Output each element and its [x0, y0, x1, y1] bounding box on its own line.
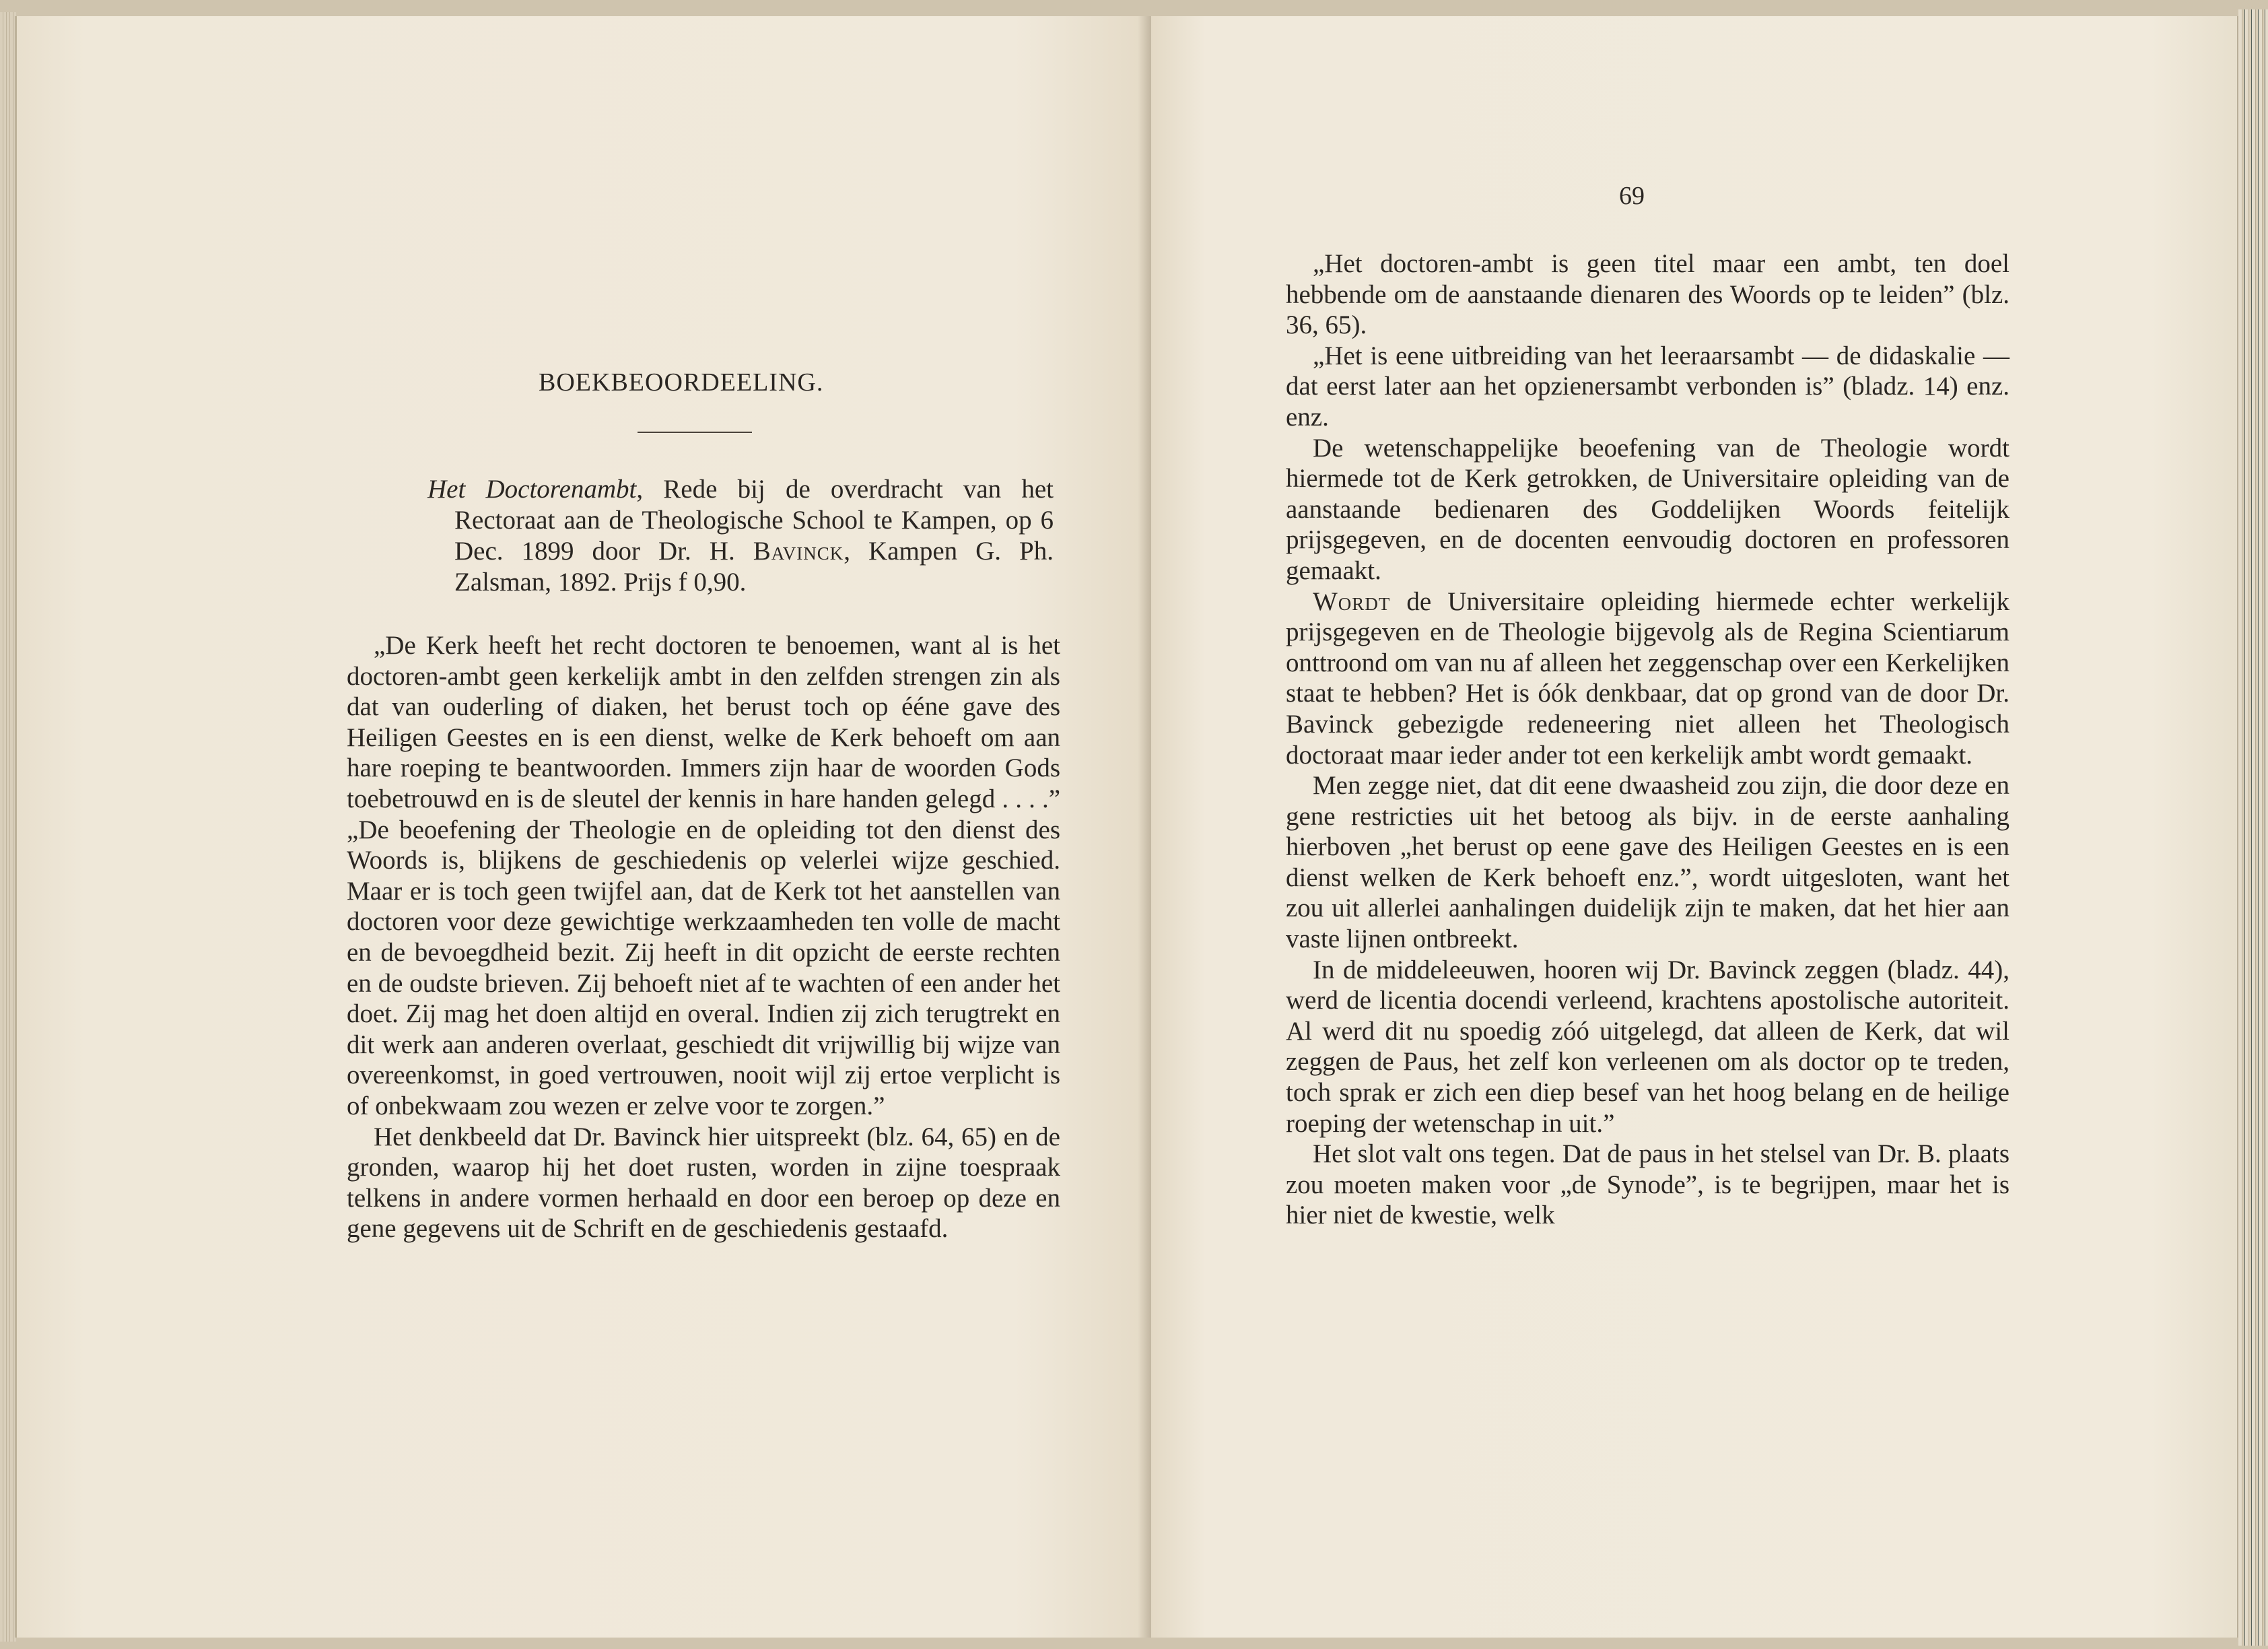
- bib-title: Het Doctorenambt: [427, 475, 637, 504]
- page-edges-left: [0, 12, 16, 1642]
- bib-text-a: , Rede bij de overdracht van het Rectoraat aan de Theologische School te Kampen, op 6 Dec. 1899 door Dr. H.: [454, 475, 1054, 566]
- left-paragraph-1: „De Kerk heeft het recht doctoren te benoemen, want al is het doctoren-ambt geen kerkelijk ambt in den zelfden strengen zin als dat van ouderling of diaken, het berust toch op ééne gave des Heiligen Geestes en is een dienst, welke de Kerk behoeft om aan hare roeping te beantwoorden. Immers zijn haar de woorden Gods toebetrouwd en is de sleutel der kennis in hare handen gelegd . . . .” „De beoefening der Theologie en de opleiding tot den dienst des Woords is, blijkens de geschiedenis op velerlei wijze geschied. Maar er is toch geen twijfel aan, dat de Kerk tot het aanstellen van doctoren voor deze gewichtige werkzaamheden ten volle de macht en de bevoegdheid bezit. Zij heeft in dit opzicht de eerste rechten en de oudste brieven. Zij behoeft niet af te wachten of een ander het doet. Zij mag het doen altijd en overal. Indien zij zich terugtrekt en dit werk aan anderen overlaat, geschiedt dit vrijwillig bij wijze van overeenkomst, in goed vertrouwen, nooit wijl zij ertoe verplicht is of onbekwaam zou wezen er zelve voor te zorgen.”: [347, 631, 1060, 1120]
- paragraph-4-text: de Universitaire opleiding hiermede echter werkelijk prijsgegeven en de Theologie bijgevolg als de Regina Scientiarum onttroond om van nu af alleen het zeggenschap over een Kerkelijken staat te hebben? Het is óók denkbaar, dat op grond van de door Dr. Bavinck gebezigde redeneering niet alleen het Theologisch doctoraat maar ieder ander tot een kerkelijk ambt wordt gemaakt.: [1286, 586, 2009, 770]
- right-paragraph-4: [1286, 586, 2009, 771]
- page-number: 69: [1619, 182, 1645, 210]
- left-page: [15, 16, 1151, 1638]
- heading-divider: [638, 432, 752, 433]
- paragraph-4-lead: Wordt: [1313, 586, 1391, 616]
- bib-author: Bavinck: [753, 537, 844, 566]
- left-body: [347, 630, 1060, 1244]
- right-paragraph-3: De wetenschappelijke beoefening van de Theologie wordt hiermede tot de Kerk getrokken, de Universitaire opleiding van de aanstaande bedienaren des Goddelijken Woords feitelijk prijsgegeven, en de docenten eenvoudig doctoren en professoren gemaakt.: [1286, 433, 2009, 585]
- right-paragraph-5: Men zegge niet, dat dit eene dwaasheid zou zijn, die door deze en gene restricties uit het betoog als bijv. in de eerste aanhaling hierboven „het berust op eene gave des Heiligen Geestes en is een dienst welken de Kerk behoeft enz.”, wordt uitgesloten, want het zou uit allerlei aanhalingen duidelijk zijn te maken, dat het hier aan vaste lijnen ontbreekt.: [1286, 771, 2009, 954]
- right-paragraph-6: In de middeleeuwen, hooren wij Dr. Bavinck zeggen (bladz. 44), werd de licentia docendi verleend, krachtens apostolische autoriteit. Al werd dit nu spoedig zóó uitgelegd, dat alleen de Kerk, dat wil zeggen de Paus, het zelf kon verleenen om als doctor op te treden, toch sprak er zich een diep besef van het hoog belang en de heilige roeping der wetenschap in uit.”: [1286, 955, 2009, 1138]
- page-edges-right: [2238, 9, 2268, 1646]
- right-body: [1286, 248, 2009, 1231]
- right-paragraph-2: „Het is eene uitbreiding van het leeraarsambt — de didaskalie — dat eerst later aan het opzienersambt verbonden is” (bladz. 14) enz. enz.: [1286, 341, 2009, 432]
- bib-text-b: , Kampen G. Ph. Zalsman, 1892. Prijs: [454, 537, 1054, 597]
- review-heading: BOEKBEOORDEELING.: [539, 368, 824, 397]
- left-paragraph-2: Het denkbeeld dat Dr. Bavinck hier uitspreekt (blz. 64, 65) en de gronden, waarop hij het doet rusten, worden in zijne toespraak telkens in andere vormen herhaald en door een beroep op deze en gene gegevens uit de Schrift en de geschiedenis gestaafd.: [347, 1122, 1060, 1244]
- right-page: [1151, 16, 2238, 1638]
- bib-price: f 0,90.: [678, 568, 747, 597]
- bibliographic-entry: [427, 474, 1054, 598]
- right-paragraph-7: Het slot valt ons tegen. Dat de paus in het stelsel van Dr. B. plaats zou moeten maken voor „de Synode”, is te begrijpen, maar het is hier niet de kwestie, welk: [1286, 1139, 2009, 1230]
- right-paragraph-1: „Het doctoren-ambt is geen titel maar een ambt, ten doel hebbende om de aanstaande dienaren des Woords op te leiden” (blz. 36, 65).: [1286, 249, 2009, 340]
